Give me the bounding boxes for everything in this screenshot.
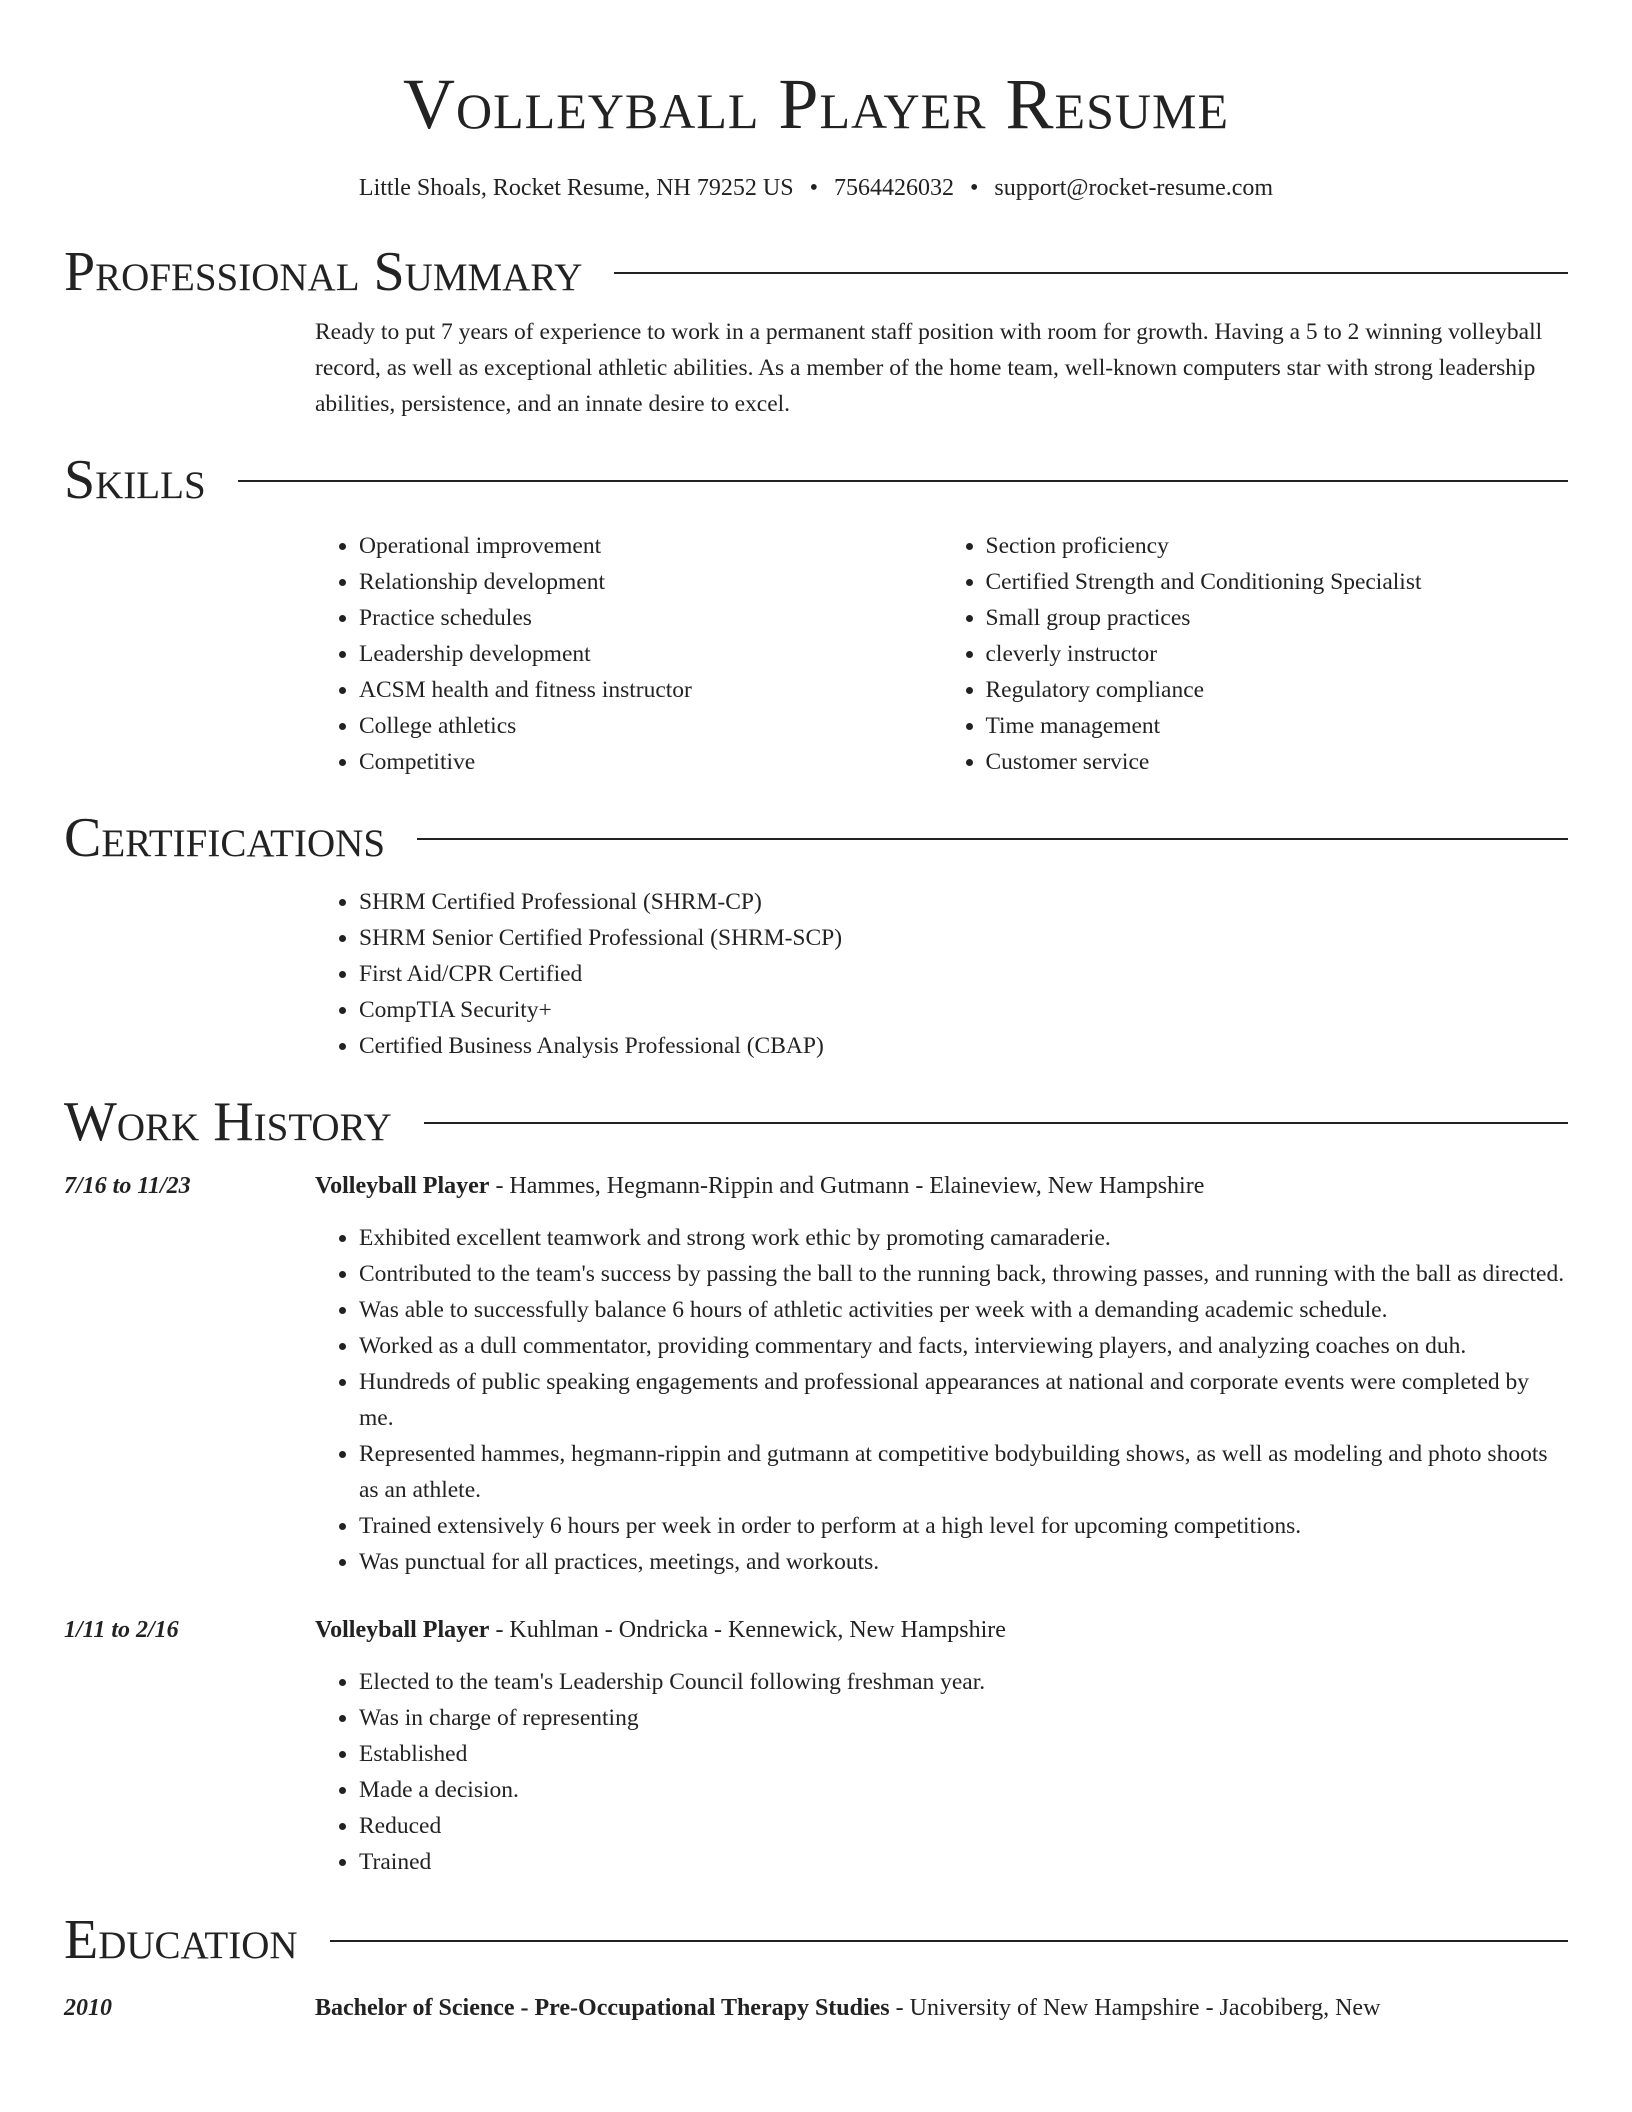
skill-item: • Competitive [359,744,942,780]
skill-item: • Practice schedules [359,600,942,636]
summary-heading: Professional Summary [64,241,583,303]
summary-section-header [64,240,1568,304]
section-divider [417,838,1568,840]
skill-item: • Time management [986,708,1569,744]
education-degree: Bachelor of Science - Pre-Occupational Therapy Studies [315,1995,890,2021]
education-year: 2010 [64,1995,112,2021]
skills-list [315,528,1568,780]
skill-item: • Regulatory compliance [986,672,1569,708]
education-school: - University of New Hampshire - Jacobiberg, New [889,1995,1381,2021]
job-bullet: • Worked as a dull commentator, providing commentary and facts, interviewing players, and analyzing coaches on duh. [359,1328,1568,1364]
skill-item: • ACSM health and fitness instructor [359,672,942,708]
section-divider [330,1940,1568,1942]
job-title: Volleyball Player [315,1173,490,1199]
job-bullet: • Was able to successfully balance 6 hours of athletic activities per week with a demanding academic schedule. [359,1292,1568,1328]
job-company: - Hammes, Hegmann-Rippin and Gutmann - Elaineview, New Hampshire [489,1173,1205,1199]
skill-item: • Operational improvement [359,528,942,564]
skills-heading: Skills [64,449,206,511]
summary-text: Ready to put 7 years of experience to work in a permanent staff position with room for growth. Having a 5 to 2 winning volleyball record, as well as exceptional athletic abilities. As a member of the home team, well-known computers star with strong leadership abilities, persistence, and an innate desire to excel. [315,319,1543,417]
skill-item: • Relationship development [359,564,942,600]
job-heading [315,1168,1204,1204]
education-heading-line [315,1990,1380,2026]
job-header [64,1612,1568,1648]
job-bullet: • Reduced [359,1808,1568,1844]
job-bullets [315,1664,1568,1880]
job-header [64,1168,1568,1204]
resume-page [64,0,1568,2026]
job-bullet: • Was in charge of representing [359,1700,1568,1736]
job-bullet: • Exhibited excellent teamwork and strong work ethic by promoting camaraderie. [359,1220,1568,1256]
education-heading: Education [64,1909,298,1971]
job-bullet: • Trained [359,1844,1568,1880]
certifications-section-header [64,806,1568,870]
contact-separator: • [969,175,979,201]
skill-item: • Certified Strength and Conditioning Specialist [986,564,1569,600]
certification-item: • CompTIA Security+ [359,992,1568,1028]
skill-item: • Leadership development [359,636,942,672]
certifications-heading: Certifications [64,807,386,869]
certification-item: • SHRM Senior Certified Professional (SHRM-SCP) [359,920,1568,956]
section-divider [614,272,1568,274]
job-bullet: • Elected to the team's Leadership Council following freshman year. [359,1664,1568,1700]
contact-phone: 7564426032 [833,175,954,201]
education-entry [64,1990,1568,2026]
certification-item: • First Aid/CPR Certified [359,956,1568,992]
skill-item: • cleverly instructor [986,636,1569,672]
certification-item: • Certified Business Analysis Professional (CBAP) [359,1028,1568,1064]
contact-email: support@rocket-resume.com [994,175,1274,201]
job-company: - Kuhlman - Ondricka - Kennewick, New Hampshire [489,1617,1006,1643]
job-bullets [315,1220,1568,1580]
job-bullet: • Represented hammes, hegmann-rippin and gutmann at competitive bodybuilding shows, as well as modeling and photo shoots as an athlete. [359,1436,1568,1508]
skill-item: • Section proficiency [986,528,1569,564]
job-bullet: • Hundreds of public speaking engagements and professional appearances at national and corporate events were completed by me. [359,1364,1568,1436]
skills-section-header [64,448,1568,512]
skill-item: • Small group practices [986,600,1569,636]
job-bullet: • Established [359,1736,1568,1772]
work-history-section-header [64,1090,1568,1154]
resume-title: Volleyball Player Resume [403,64,1229,144]
job-entry [64,1168,1568,1580]
job-duties [315,1664,1568,1880]
job-bullet: • Was punctual for all practices, meetings, and workouts. [359,1544,1568,1580]
education-section-header [64,1908,1568,1972]
skills-column-left [315,528,942,780]
job-bullet: • Made a decision. [359,1772,1568,1808]
job-heading [315,1612,1006,1648]
section-divider [424,1122,1568,1124]
job-bullet: • Trained extensively 6 hours per week in order to perform at a high level for upcoming competitions. [359,1508,1568,1544]
contact-separator: • [809,175,818,201]
certifications-bullets [315,884,1568,1064]
contact-line [64,172,1568,204]
job-dates: 1/11 to 2/16 [64,1617,179,1643]
skill-item: • Customer service [986,744,1569,780]
skill-item: • College athletics [359,708,942,744]
job-bullet: • Contributed to the team's success by passing the ball to the running back, throwing passes, and running with the ball as directed. [359,1256,1568,1292]
section-divider [238,480,1568,482]
job-dates: 7/16 to 11/23 [64,1173,191,1199]
work-history-heading: Work History [64,1091,392,1153]
certifications-list [315,884,1568,1064]
job-duties [315,1220,1568,1580]
certification-item: • SHRM Certified Professional (SHRM-CP) [359,884,1568,920]
contact-address: Little Shoals, Rocket Resume, NH 79252 US [358,175,794,201]
job-title: Volleyball Player [315,1617,490,1643]
skills-column-right [942,528,1569,780]
job-entry [64,1612,1568,1880]
